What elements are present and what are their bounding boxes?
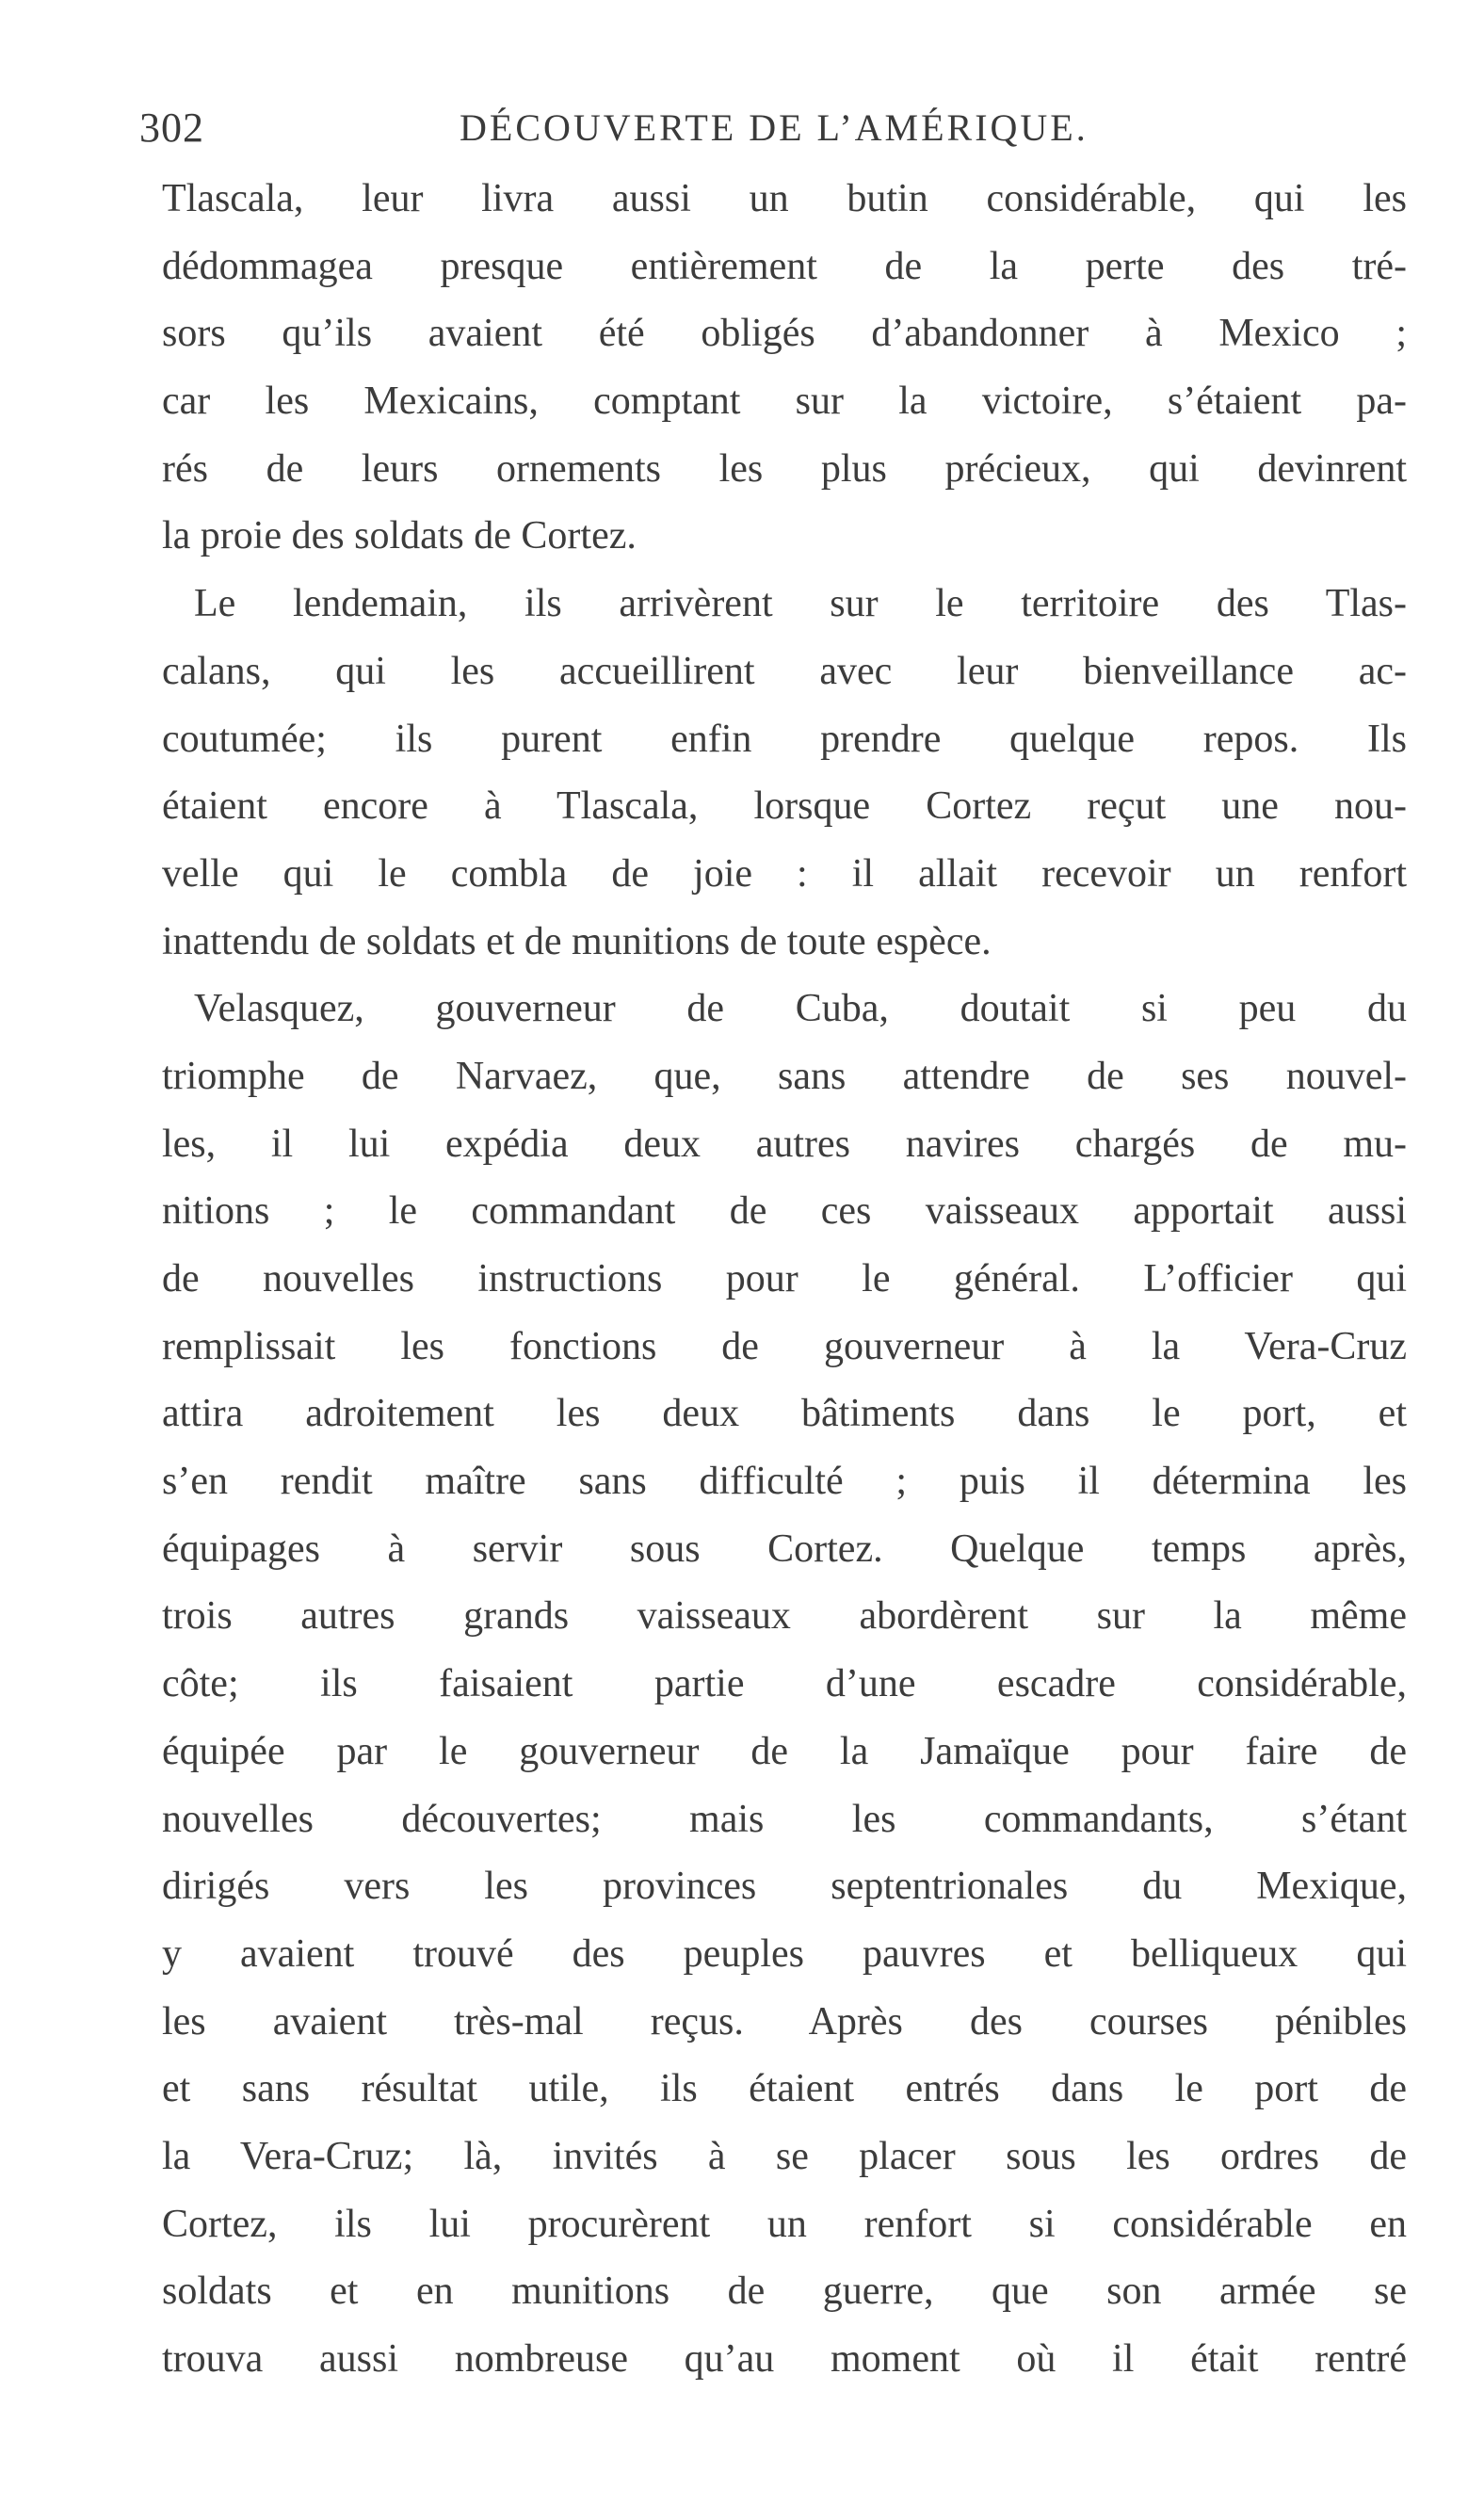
text-line: les avaient très-mal reçus. Après des courses pénibles [162, 1999, 1407, 2043]
text-line: car les Mexicains, comptant sur la victoire, s’étaient pa- [162, 380, 1407, 424]
text-line: et sans résultat utile, ils étaient entrés dans le port de [162, 2067, 1407, 2111]
running-head [139, 104, 1405, 156]
text-line: dirigés vers les provinces septentrionales du Mexique, [162, 1865, 1407, 1909]
text-line: soldats et en munitions de guerre, que son armée se [162, 2270, 1407, 2314]
text-line: nouvelles découvertes; mais les commandants, s’étant [162, 1797, 1407, 1841]
text-line: y avaient trouvé des peuples pauvres et belliqueux qui [162, 1931, 1407, 1976]
text-line: de nouvelles instructions pour le général. L’officier qui [162, 1257, 1407, 1300]
body-text [162, 166, 1407, 2394]
text-line: remplissait les fonctions de gouverneur à la Vera-Cruz [162, 1324, 1407, 1368]
page-number: 302 [139, 105, 204, 151]
text-line: la Vera-Cruz; là, invités à se placer sous les ordres de [162, 2134, 1407, 2178]
text-line: Cortez, ils lui procurèrent un renfort si considérable en [162, 2202, 1407, 2246]
text-line: calans, qui les accueillirent avec leur bienveillance ac- [162, 649, 1407, 693]
text-line: côte; ils faisaient partie d’une escadre considérable, [162, 1662, 1407, 1706]
text-line: les, il lui expédia deux autres navires chargés de mu- [162, 1122, 1407, 1166]
text-line: la proie des soldats de Cortez. [162, 514, 637, 558]
text-line: sors qu’ils avaient été obligés d’abandonner à Mexico ; [162, 312, 1407, 356]
text-line: étaient encore à Tlascala, lorsque Cortez reçut une nou- [162, 784, 1407, 829]
text-line: Le lendemain, ils arrivèrent sur le territoire des Tlas- [194, 582, 1407, 626]
text-line: triomphe de Narvaez, que, sans attendre de ses nouvel- [162, 1054, 1407, 1098]
text-line: dédommagea presque entièrement de la perte des tré- [162, 244, 1407, 288]
text-line: rés de leurs ornements les plus précieux, qui devinrent [162, 446, 1407, 491]
text-line: velle qui le combla de joie : il allait recevoir un renfort [162, 851, 1407, 896]
running-title: DÉCOUVERTE DE L’AMÉRIQUE. [460, 106, 1089, 149]
text-line: équipages à servir sous Cortez. Quelque temps après, [162, 1527, 1407, 1571]
text-line: Velasquez, gouverneur de Cuba, doutait si peu du [194, 987, 1407, 1031]
text-line: coutumée; ils purent enfin prendre quelque repos. Ils [162, 717, 1407, 761]
text-line: équipée par le gouverneur de la Jamaïque pour faire de [162, 1729, 1407, 1773]
text-line: trois autres grands vaisseaux abordèrent sur la même [162, 1594, 1407, 1639]
text-line: attira adroitement les deux bâtiments dans le port, et [162, 1392, 1407, 1436]
text-line: nitions ; le commandant de ces vaisseaux apportait aussi [162, 1189, 1407, 1234]
text-line: s’en rendit maître sans difficulté ; puis il détermina les [162, 1460, 1407, 1504]
text-line: Tlascala, leur livra aussi un butin considérable, qui les [162, 177, 1407, 220]
text-line: inattendu de soldats et de munitions de toute espèce. [162, 919, 992, 963]
text-line: trouva aussi nombreuse qu’au moment où il était rentré [162, 2337, 1407, 2381]
